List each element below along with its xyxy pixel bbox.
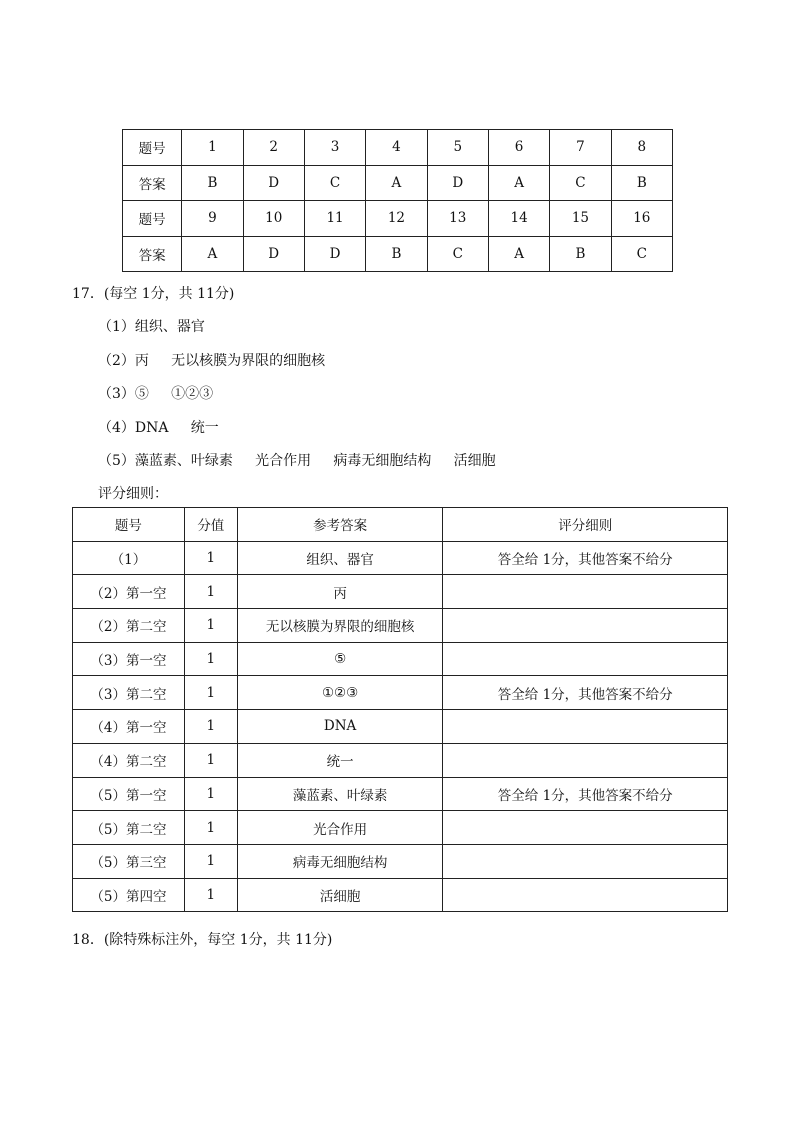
rubric-table-row bbox=[73, 878, 728, 912]
q17-answer-1: （1）组织、器官 bbox=[98, 319, 205, 335]
answer-table-row bbox=[123, 165, 673, 201]
rubric-cell-answer: ⑤ bbox=[237, 642, 443, 676]
answer-table-cell: C bbox=[550, 165, 611, 201]
rubric-table bbox=[72, 507, 728, 912]
rubric-table-row bbox=[73, 642, 728, 676]
rubric-cell-answer: 藻蓝素、叶绿素 bbox=[237, 777, 443, 811]
rubric-cell-answer: 组织、器官 bbox=[237, 541, 443, 575]
answer-table-cell: C bbox=[611, 236, 672, 272]
answer-table-cell: 12 bbox=[366, 201, 427, 237]
rubric-cell-score: 1 bbox=[184, 541, 237, 575]
answer-row-label: 题号 bbox=[123, 201, 182, 237]
q17-answer-5: （5）藻蓝素、叶绿素 光合作用 病毒无细胞结构 活细胞 bbox=[98, 453, 496, 469]
rubric-cell-criteria bbox=[443, 642, 728, 676]
answer-table-cell: 4 bbox=[366, 130, 427, 166]
q18-heading: 18．(除特殊标注外，每空 1分，共 11分) bbox=[72, 932, 333, 948]
rubric-cell-question: （5）第二空 bbox=[73, 811, 185, 845]
answer-table-cell: D bbox=[243, 236, 304, 272]
q17-answer-2: （2）丙 无以核膜为界限的细胞核 bbox=[98, 353, 326, 369]
rubric-cell-answer: 统一 bbox=[237, 743, 443, 777]
rubric-table-row bbox=[73, 676, 728, 710]
rubric-cell-criteria bbox=[443, 710, 728, 744]
answer-table-cell: B bbox=[366, 236, 427, 272]
answer-table-cell: 7 bbox=[550, 130, 611, 166]
answer-table-cell: 2 bbox=[243, 130, 304, 166]
rubric-table-row bbox=[73, 575, 728, 609]
rubric-cell-question: （5）第一空 bbox=[73, 777, 185, 811]
answer-table-cell: 5 bbox=[427, 130, 488, 166]
answer-table-cell: 11 bbox=[304, 201, 365, 237]
answer-table-cell: B bbox=[550, 236, 611, 272]
answer-table-cell: 14 bbox=[488, 201, 549, 237]
rubric-header-question: 题号 bbox=[73, 508, 185, 542]
rubric-table-row bbox=[73, 811, 728, 845]
rubric-table-row bbox=[73, 777, 728, 811]
rubric-cell-criteria: 答全给 1分，其他答案不给分 bbox=[443, 676, 728, 710]
rubric-cell-answer: 病毒无细胞结构 bbox=[237, 844, 443, 878]
rubric-cell-criteria bbox=[443, 844, 728, 878]
answer-row-label: 题号 bbox=[123, 130, 182, 166]
answer-table-cell: 15 bbox=[550, 201, 611, 237]
rubric-cell-answer: 无以核膜为界限的细胞核 bbox=[237, 609, 443, 643]
rubric-cell-score: 1 bbox=[184, 642, 237, 676]
rubric-cell-question: （2）第一空 bbox=[73, 575, 185, 609]
rubric-cell-score: 1 bbox=[184, 878, 237, 912]
answer-table-cell: 9 bbox=[182, 201, 243, 237]
answer-table-cell: 8 bbox=[611, 130, 672, 166]
answer-table-cell: 3 bbox=[304, 130, 365, 166]
rubric-cell-score: 1 bbox=[184, 609, 237, 643]
answer-table-cell: C bbox=[304, 165, 365, 201]
answer-table-cell: A bbox=[488, 236, 549, 272]
answer-table-cell: D bbox=[243, 165, 304, 201]
q17-answer-3: （3）⑤ ①②③ bbox=[98, 386, 214, 402]
rubric-cell-answer: ①②③ bbox=[237, 676, 443, 710]
rubric-cell-score: 1 bbox=[184, 575, 237, 609]
rubric-header-answer: 参考答案 bbox=[237, 508, 443, 542]
answer-table-cell: 13 bbox=[427, 201, 488, 237]
answer-table-cell: D bbox=[427, 165, 488, 201]
rubric-cell-criteria: 答全给 1分，其他答案不给分 bbox=[443, 777, 728, 811]
rubric-cell-criteria: 答全给 1分，其他答案不给分 bbox=[443, 541, 728, 575]
rubric-table-row bbox=[73, 743, 728, 777]
rubric-cell-criteria bbox=[443, 609, 728, 643]
rubric-cell-score: 1 bbox=[184, 743, 237, 777]
rubric-cell-question: （3）第二空 bbox=[73, 676, 185, 710]
answer-row-label: 答案 bbox=[123, 236, 182, 272]
rubric-cell-question: （4）第一空 bbox=[73, 710, 185, 744]
answer-table-row bbox=[123, 201, 673, 237]
rubric-cell-question: （1） bbox=[73, 541, 185, 575]
q17-answer-4: （4）DNA 统一 bbox=[98, 420, 219, 436]
rubric-cell-score: 1 bbox=[184, 777, 237, 811]
answer-table-cell: B bbox=[182, 165, 243, 201]
answer-table-cell: A bbox=[366, 165, 427, 201]
rubric-table-row bbox=[73, 541, 728, 575]
rubric-cell-question: （5）第四空 bbox=[73, 878, 185, 912]
rubric-cell-criteria bbox=[443, 743, 728, 777]
q17-heading: 17．(每空 1分，共 11分) bbox=[72, 286, 235, 302]
answer-table-row bbox=[123, 130, 673, 166]
rubric-table-row bbox=[73, 710, 728, 744]
rubric-header-criteria: 评分细则 bbox=[443, 508, 728, 542]
answer-table-cell: 16 bbox=[611, 201, 672, 237]
rubric-cell-score: 1 bbox=[184, 676, 237, 710]
rubric-label: 评分细则： bbox=[98, 486, 168, 502]
answer-key-table bbox=[122, 129, 673, 272]
rubric-cell-criteria bbox=[443, 575, 728, 609]
answer-table-cell: A bbox=[182, 236, 243, 272]
answer-table-cell: A bbox=[488, 165, 549, 201]
rubric-cell-answer: DNA bbox=[237, 710, 443, 744]
rubric-cell-answer: 活细胞 bbox=[237, 878, 443, 912]
rubric-cell-criteria bbox=[443, 878, 728, 912]
answer-table-cell: D bbox=[304, 236, 365, 272]
rubric-cell-score: 1 bbox=[184, 811, 237, 845]
rubric-cell-score: 1 bbox=[184, 844, 237, 878]
answer-table-cell: B bbox=[611, 165, 672, 201]
rubric-cell-score: 1 bbox=[184, 710, 237, 744]
answer-table-cell: C bbox=[427, 236, 488, 272]
rubric-header-row bbox=[73, 508, 728, 542]
answer-table-row bbox=[123, 236, 673, 272]
rubric-cell-question: （4）第二空 bbox=[73, 743, 185, 777]
rubric-cell-question: （3）第一空 bbox=[73, 642, 185, 676]
rubric-cell-question: （5）第三空 bbox=[73, 844, 185, 878]
answer-table-cell: 6 bbox=[488, 130, 549, 166]
rubric-header-score: 分值 bbox=[184, 508, 237, 542]
answer-table-cell: 10 bbox=[243, 201, 304, 237]
rubric-table-row bbox=[73, 844, 728, 878]
rubric-cell-criteria bbox=[443, 811, 728, 845]
rubric-cell-answer: 丙 bbox=[237, 575, 443, 609]
answer-table-cell: 1 bbox=[182, 130, 243, 166]
rubric-cell-question: （2）第二空 bbox=[73, 609, 185, 643]
rubric-cell-answer: 光合作用 bbox=[237, 811, 443, 845]
rubric-table-row bbox=[73, 609, 728, 643]
answer-row-label: 答案 bbox=[123, 165, 182, 201]
